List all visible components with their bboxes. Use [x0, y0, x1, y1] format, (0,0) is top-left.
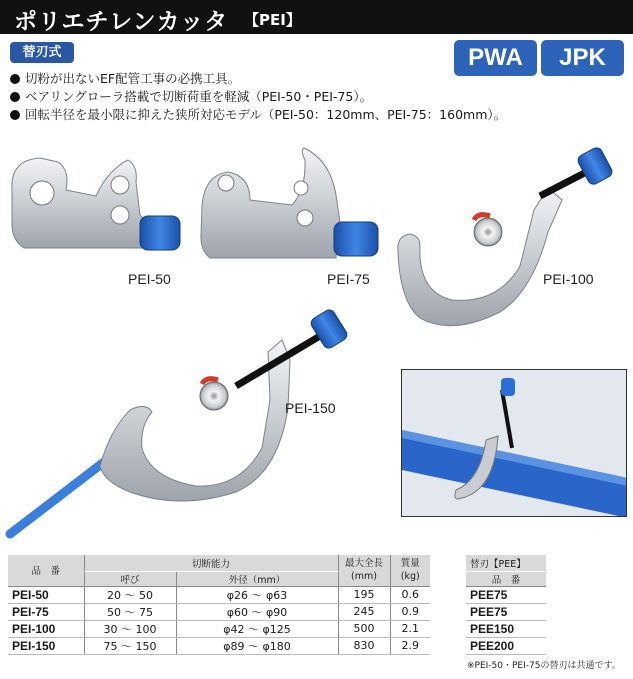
feature-item: ベアリングローラ搭載で切断荷重を軽減（PEI-50・PEI-75）。: [10, 89, 372, 105]
blade-header: 替刃【PEE】: [466, 555, 546, 571]
caption-pei-150: PEI-150: [285, 400, 336, 416]
col-capacity-header: 切断能力: [84, 555, 338, 571]
bullet-icon: [10, 74, 20, 84]
col-mass-header: 質量 (kg): [390, 555, 430, 586]
product-code: 【PEI】: [244, 11, 301, 29]
caption-pei-100: PEI-100: [543, 271, 594, 287]
bullet-icon: [10, 92, 20, 102]
col-length-header: 最大全長 (mm): [338, 555, 390, 586]
pei-50-illustration: [12, 158, 180, 250]
caption-pei-50: PEI-50: [128, 271, 171, 287]
table-row: PEE200: [466, 637, 546, 654]
spec-header-row: [8, 555, 430, 571]
page-title: ポリエチレンカッタ: [14, 9, 229, 35]
brand-badge-pwa: PWA: [454, 40, 537, 76]
table-row: PEE75: [466, 586, 546, 603]
blade-type-badge: 替刃式: [10, 42, 74, 63]
blade-subheader-row: [466, 571, 546, 586]
pei-100-illustration: [398, 146, 614, 326]
blade-subheader: 品 番: [466, 571, 546, 586]
bullet-icon: [10, 110, 20, 120]
col-nominal-header: 呼び: [84, 571, 176, 586]
table-row: PEI-75 50 ～ 75 φ60 ～ φ90 245 0.9: [8, 603, 430, 620]
table-row: PEE75: [466, 603, 546, 620]
table-row: PEI-150 75 ～ 150 φ89 ～ φ180 830 2.9: [8, 637, 430, 654]
feature-item: 回転半径を最小限に抑えた狭所対応モデル（PEI-50：120mm、PEI-75：160mm）。: [10, 107, 506, 123]
feature-item: 切粉が出ないEF配管工事の必携工具。: [10, 71, 240, 87]
pei-75-illustration: [201, 148, 378, 258]
title-bar: [0, 0, 633, 34]
table-row: PEI-50 20 ～ 50 φ26 ～ φ63 195 0.6: [8, 586, 430, 603]
table-row: PEI-100 30 ～ 100 φ42 ～ φ125 500 2.1: [8, 620, 430, 637]
pei-150-illustration: [10, 308, 349, 534]
col-model-header: 品 番: [8, 555, 84, 586]
caption-pei-75: PEI-75: [327, 271, 370, 287]
spec-table: [8, 555, 430, 655]
table-row: PEE150: [466, 620, 546, 637]
col-od-header: 外径（mm）: [176, 571, 338, 586]
blade-header-row: [466, 555, 546, 571]
brand-badge-jpk: JPK: [541, 40, 624, 76]
blade-table: [466, 555, 546, 655]
usage-photo: [401, 369, 627, 517]
blade-note: ※PEI-50・PEI-75の替刃は共通です。: [467, 661, 621, 671]
